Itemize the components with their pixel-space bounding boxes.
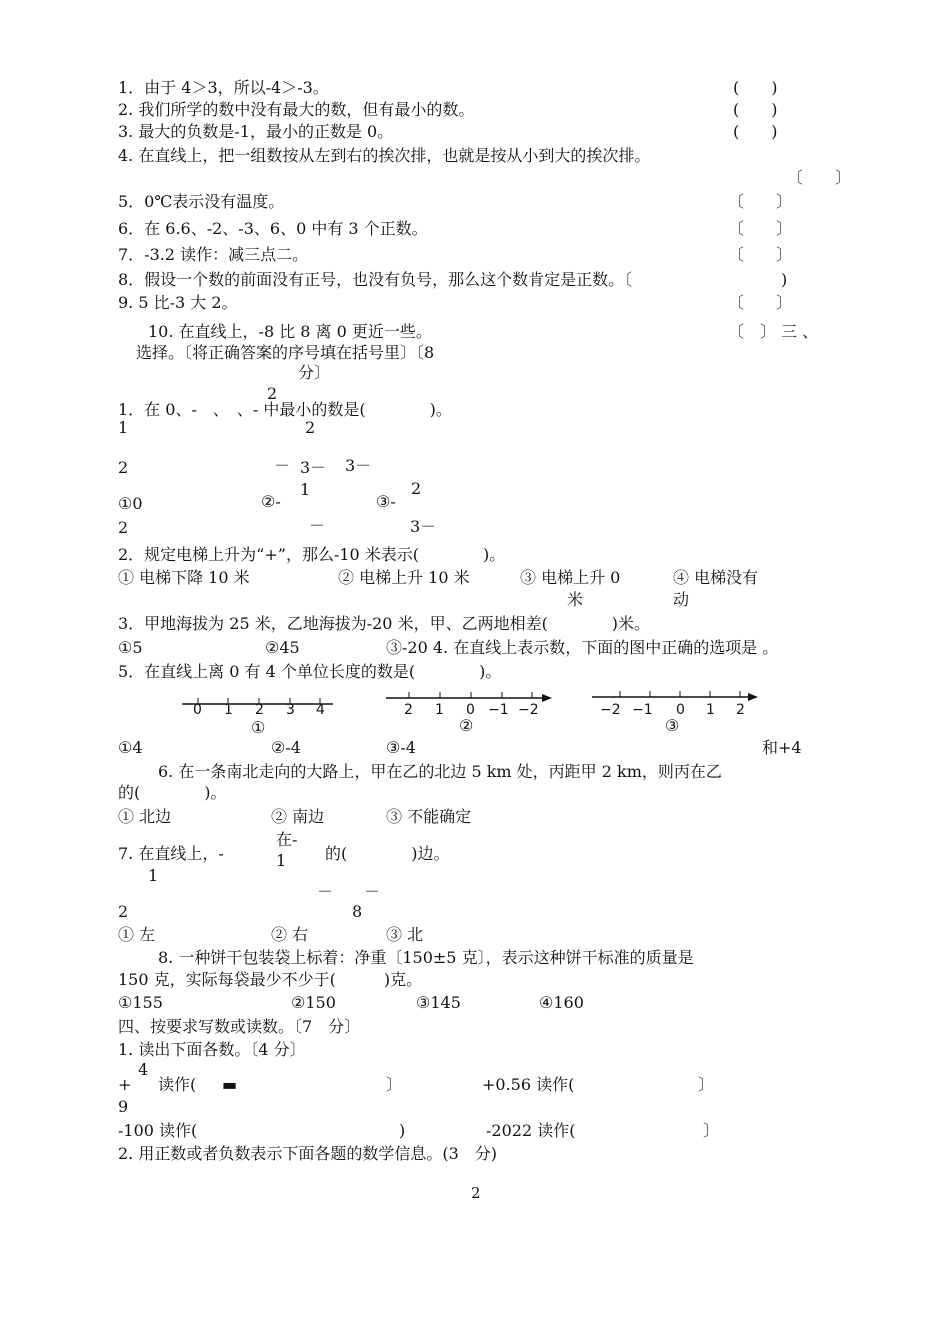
- choice-q8: 8. 一种饼干包装袋上标着：净重〔150±5 克〕，表示这种饼干标准的质量是: [158, 948, 694, 967]
- q5-option-3[interactable]: ③-4: [386, 738, 416, 757]
- nl3-tick-2: 0: [676, 702, 685, 718]
- q2-option-4[interactable]: ④ 电梯没有: [673, 568, 759, 587]
- q7-frac-den: 2: [118, 902, 129, 921]
- choice-q2: 2．规定电梯上升为“+”，那么-10 米表示( )。: [118, 545, 506, 564]
- read-item-1-close: 〕: [386, 1075, 403, 1094]
- judge-answer-blank-5[interactable]: 〔 〕: [728, 192, 793, 211]
- section-4-sub2: 2. 用正数或者负数表示下面各题的数学信息。(3 分): [118, 1144, 498, 1163]
- q7-frac-num: 1: [148, 866, 159, 885]
- q2-option-3[interactable]: ③ 电梯上升 0: [520, 568, 621, 587]
- q1-frac-den-2: 2: [118, 518, 129, 537]
- read-item-1-label: 读作(: [158, 1075, 197, 1094]
- read-item-2-close: 〕: [698, 1075, 715, 1094]
- judge-q8: 8．假设一个数的前面没有正号，也没有负号，那么这个数肯定是正数。〔: [118, 270, 633, 289]
- judge-q4: 4. 在直线上，把一组数按从左到右的挨次排，也就是按从小到大的挨次排。: [118, 146, 651, 165]
- q7-one: 1: [276, 851, 287, 870]
- q7-option-3[interactable]: ③ 北: [386, 925, 424, 944]
- choice-q6: 6. 在一条南北走向的大路上，甲在乙的北边 5 km 处，丙距甲 2 km，则丙在乙: [158, 762, 722, 781]
- nl2-tick-1: 1: [435, 702, 444, 718]
- q1-frac-den-1: 2: [118, 458, 129, 477]
- judge-answer-blank-6[interactable]: 〔 〕: [728, 219, 793, 238]
- read-item-4-label: -2022 读作(: [486, 1121, 576, 1140]
- choice-q8-cont: 150 克，实际每袋最少不少于( )克。: [118, 970, 423, 989]
- q3-option-1[interactable]: ①5: [118, 638, 143, 657]
- choice-q1: 1．在 0、- 、 、- 中最小的数是( )。: [118, 400, 452, 419]
- judge-answer-blank-7[interactable]: 〔 〕: [728, 245, 793, 264]
- nl3-tick-4: 2: [736, 702, 745, 718]
- nl1-tick-3: 3: [286, 702, 295, 718]
- q2-option-4-cont: 动: [673, 590, 690, 609]
- q1-frac-bottom: 2: [305, 418, 316, 437]
- choice-section-points: 分〕: [298, 363, 331, 382]
- nl1-tick-2: 2: [255, 702, 264, 718]
- choice-q6-cont: 的( )。: [118, 783, 227, 802]
- q8-option-2[interactable]: ②150: [291, 993, 336, 1012]
- choice-q5: 5．在直线上离 0 有 4 个单位长度的数是( )。: [118, 662, 502, 681]
- judge-q10: 10. 在直线上，-8 比 8 离 0 更近一些。: [148, 322, 432, 341]
- q3-option-3-and-q4[interactable]: ③-20 4. 在直线上表示数，下面的图中正确的选项是 。: [386, 638, 779, 657]
- q6-option-3[interactable]: ③ 不能确定: [386, 807, 472, 826]
- judge-answer-blank-8[interactable]: ): [781, 270, 788, 289]
- q2-option-1[interactable]: ① 电梯下降 10 米: [118, 568, 250, 587]
- q8-option-4[interactable]: ④160: [539, 993, 584, 1012]
- judge-q1: 1．由于 4＞3，所以-4＞-3。: [118, 78, 329, 97]
- judge-answer-blank-2[interactable]: ( ): [733, 100, 778, 119]
- judge-q5: 5．0℃表示没有温度。: [118, 192, 285, 211]
- q3-option-2[interactable]: ②45: [265, 638, 300, 657]
- q1-one: 1: [300, 480, 311, 499]
- q1-three-2: 3－: [345, 456, 372, 475]
- q7-dash-1: －: [317, 882, 334, 901]
- read-frac-denominator: 9: [118, 1097, 129, 1116]
- nl1-label: ①: [251, 718, 266, 737]
- read-item-2-label: +0.56 读作(: [482, 1075, 575, 1094]
- judge-answer-blank-10[interactable]: 〔 〕 三 、: [728, 322, 819, 341]
- q1-frac-top: 2: [267, 384, 278, 403]
- nl1-tick-4: 4: [316, 702, 325, 718]
- read-item-4-close: 〕: [703, 1121, 720, 1140]
- q1-frac-num-1: 1: [118, 418, 129, 437]
- q1-dash-2: －: [309, 516, 326, 535]
- q8-option-1[interactable]: ①155: [118, 993, 163, 1012]
- judge-answer-blank-9[interactable]: 〔 〕: [728, 293, 793, 312]
- nl2-tick-4: −2: [518, 702, 539, 718]
- judge-q6: 6．在 6.6、-2、-3、6、0 中有 3 个正数。: [118, 219, 428, 238]
- judge-answer-blank-4[interactable]: 〔 〕: [787, 168, 852, 187]
- nl3-tick-1: −1: [632, 702, 653, 718]
- nl3-label: ③: [665, 716, 680, 735]
- read-item-3-label: -100 读作(: [118, 1121, 198, 1140]
- read-frac-numerator: 4: [138, 1060, 149, 1079]
- q1-three-1: 3－: [300, 458, 327, 477]
- choice-section-header: 选择。〔将正确答案的序号填在括号里〕〔8: [136, 343, 435, 362]
- q1-option-3[interactable]: ③-: [376, 492, 396, 511]
- nl2-tick-3: −1: [488, 702, 509, 718]
- q7-direction: 的( )边。: [325, 844, 450, 863]
- q1-dash-1: －: [274, 456, 291, 475]
- q6-option-2[interactable]: ② 南边: [271, 807, 325, 826]
- judge-q3: 3. 最大的负数是-1，最小的正数是 0。: [118, 122, 394, 141]
- q2-option-3-cont: 米: [567, 590, 584, 609]
- read-item-1-mark: ▬: [222, 1075, 238, 1094]
- q5-option-2[interactable]: ②-4: [271, 738, 301, 757]
- judge-answer-blank-3[interactable]: ( ): [733, 122, 778, 141]
- choice-q3: 3．甲地海拔为 25 米，乙地海拔为-20 米，甲、乙两地相差( )米。: [118, 614, 651, 633]
- section-4-title: 四、按要求写数或读数。〔7 分〕: [118, 1017, 361, 1036]
- q7-dash-2: －: [364, 882, 381, 901]
- read-frac-plus: +: [118, 1075, 132, 1094]
- judge-q9: 9. 5 比-3 大 2。: [118, 293, 238, 312]
- judge-q2: 2. 我们所学的数中没有最大的数，但有最小的数。: [118, 100, 475, 119]
- nl1-tick-1: 1: [224, 702, 233, 718]
- q7-eight: 8: [352, 902, 363, 921]
- q1-two: 2: [411, 479, 422, 498]
- nl1-tick-0: 0: [193, 702, 202, 718]
- q7-option-2[interactable]: ② 右: [271, 925, 309, 944]
- q7-option-1[interactable]: ① 左: [118, 925, 156, 944]
- q5-option-1[interactable]: ①4: [118, 738, 143, 757]
- page-number: 2: [471, 1184, 481, 1202]
- nl2-label: ②: [459, 716, 474, 735]
- q1-option-1[interactable]: ①0: [118, 494, 143, 513]
- nl3-tick-0: −2: [600, 702, 621, 718]
- judge-answer-blank-1[interactable]: ( ): [733, 78, 778, 97]
- nl2-tick-0: 2: [404, 702, 413, 718]
- q6-option-1[interactable]: ① 北边: [118, 807, 172, 826]
- judge-q7: 7．-3.2 读作：减三点二。: [118, 245, 309, 264]
- q8-option-3[interactable]: ③145: [416, 993, 461, 1012]
- choice-q7: 7. 在直线上，-: [118, 844, 224, 863]
- q1-option-2[interactable]: ②-: [261, 492, 281, 511]
- nl2-tick-2: 0: [466, 702, 475, 718]
- q1-three-3: 3－: [410, 517, 437, 536]
- q5-option-3-cont: 和+4: [762, 738, 802, 757]
- read-item-3-close: ): [399, 1121, 406, 1140]
- nl3-tick-3: 1: [706, 702, 715, 718]
- q2-option-2[interactable]: ② 电梯上升 10 米: [338, 568, 470, 587]
- section-4-sub1: 1. 读出下面各数。〔4 分〕: [118, 1040, 306, 1059]
- q7-zai: 在-: [276, 830, 298, 849]
